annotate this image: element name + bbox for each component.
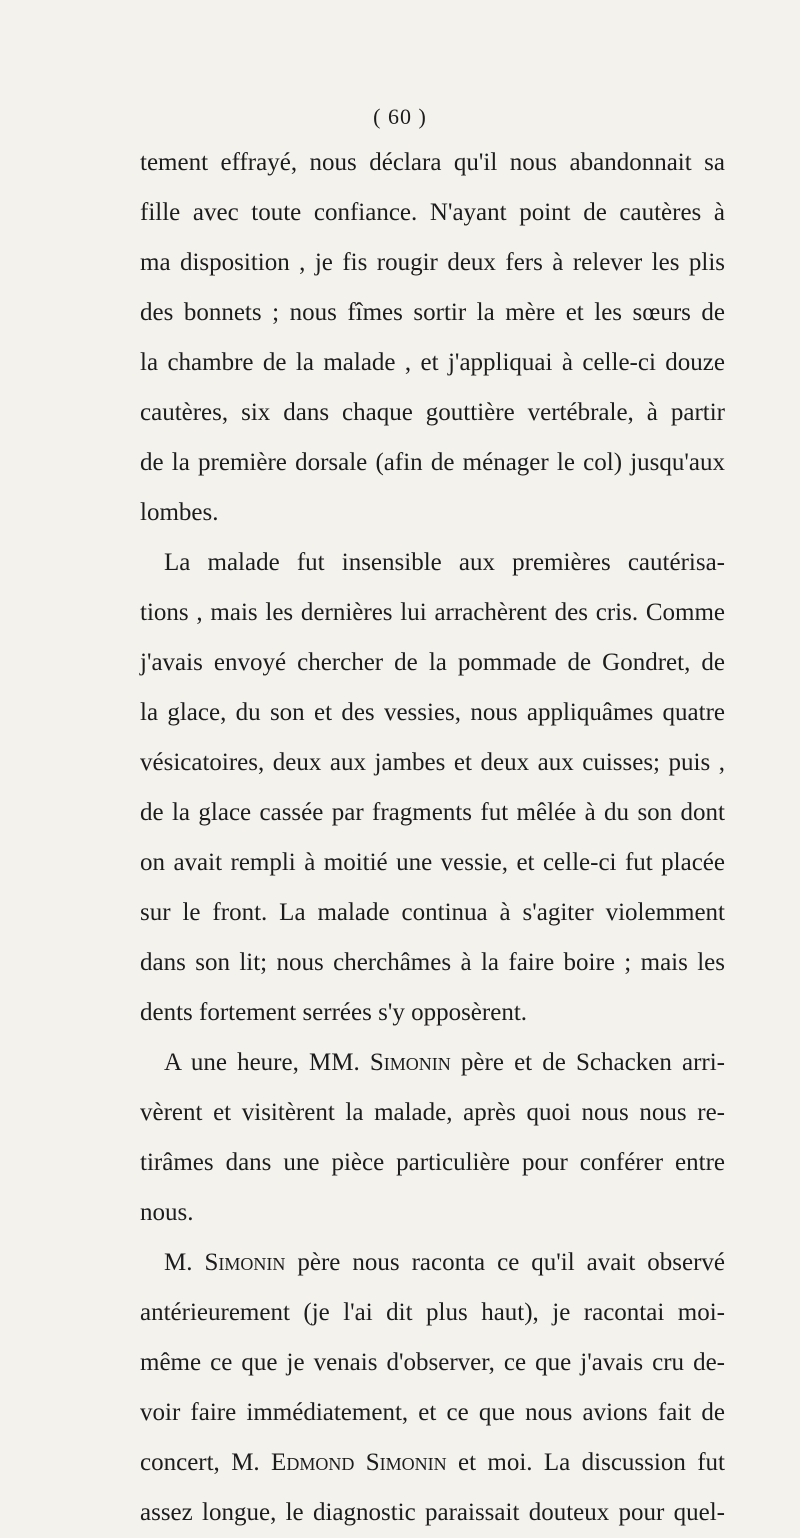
text-run: M. [164, 1249, 205, 1276]
text-line: la glace, du son et des vessies, nous appliquâmes quatre [140, 699, 725, 726]
person-name: Edmond Simonin [271, 1449, 447, 1476]
text-line: antérieurement (je l'ai dit plus haut), je racontai moi- [140, 1299, 725, 1326]
body-text [140, 138, 725, 1538]
text-run: père et de Schacken arri- [450, 1049, 725, 1076]
text-line: dans son lit; nous cherchâmes à la faire boire ; mais les [140, 949, 725, 976]
person-name: Simonin [369, 1049, 451, 1076]
text-line: assez longue, le diagnostic paraissait douteux pour quel- [140, 1499, 725, 1526]
text-line: fille avec toute confiance. N'ayant point de cautères à [140, 199, 725, 226]
text-line: la chambre de la malade , et j'appliquai à celle-ci douze [140, 349, 725, 376]
text-line: La malade fut insensible aux premières cautérisa- [164, 549, 725, 576]
text-line: même ce que je venais d'observer, ce que j'avais cru de- [140, 1349, 725, 1376]
text-line: j'avais envoyé chercher de la pommade de Gondret, de [140, 649, 725, 676]
text-line: tement effrayé, nous déclara qu'il nous abandonnait sa [140, 149, 725, 176]
text-line: de la première dorsale (afin de ménager le col) jusqu'aux [140, 449, 725, 476]
text-line: vésicatoires, deux aux jambes et deux aux cuisses; puis , [140, 749, 725, 776]
text-line: ma disposition , je fis rougir deux fers à relever les plis [140, 249, 725, 276]
text-line [140, 1438, 725, 1488]
text-line [140, 1038, 725, 1088]
text-line: sur le front. La malade continua à s'agiter violemment [140, 899, 725, 926]
text-line: nous. [140, 1199, 194, 1226]
text-line: dents fortement serrées s'y opposèrent. [140, 999, 528, 1026]
text-line: lombes. [140, 499, 219, 526]
text-run: et moi. La discussion fut [446, 1449, 725, 1476]
text-line: tirâmes dans une pièce particulière pour conférer entre [140, 1149, 725, 1176]
text-run: père nous raconta ce qu'il avait observé [285, 1249, 725, 1276]
text-line: vèrent et visitèrent la malade, après quoi nous nous re- [140, 1099, 725, 1126]
person-name: Simonin [204, 1249, 286, 1276]
text-line: des bonnets ; nous fîmes sortir la mère et les sœurs de [140, 299, 725, 326]
text-line: de la glace cassée par fragments fut mêlée à du son dont [140, 799, 725, 826]
text-run: A une heure, MM. [164, 1049, 370, 1076]
text-line [140, 1238, 725, 1288]
text-line: cautères, six dans chaque gouttière vertébrale, à partir [140, 399, 725, 426]
text-line: voir faire immédiatement, et ce que nous avions fait de [140, 1399, 725, 1426]
page-number: ( 60 ) [373, 104, 427, 129]
text-line: tions , mais les dernières lui arrachèrent des cris. Comme [140, 599, 725, 626]
text-run: concert, M. [140, 1449, 272, 1476]
text-line: on avait rempli à moitié une vessie, et celle-ci fut placée [140, 849, 725, 876]
